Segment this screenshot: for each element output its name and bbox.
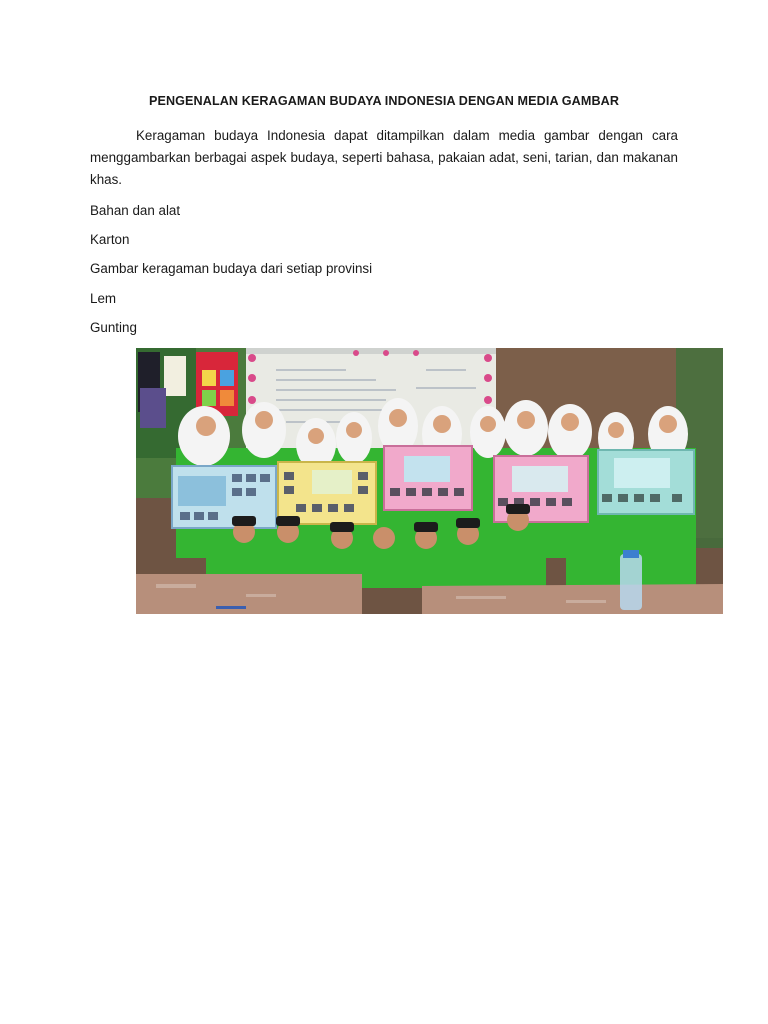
intro-paragraph: Keragaman budaya Indonesia dapat ditampilkan dalam media gambar dengan cara menggambarkan berbagai aspek budaya, seperti bahasa, pakaian adat, seni, tarian, dan makanan khas. [90, 128, 678, 187]
material-item: Karton [90, 232, 130, 247]
document-title: PENGENALAN KERAGAMAN BUDAYA INDONESIA DENGAN MEDIA GAMBAR [148, 94, 620, 108]
class-photo [136, 348, 723, 614]
material-item: Gambar keragaman budaya dari setiap provinsi [90, 261, 373, 276]
materials-heading: Bahan dan alat [90, 203, 181, 218]
material-item: Gunting [90, 320, 137, 335]
material-item: Lem [90, 291, 117, 306]
